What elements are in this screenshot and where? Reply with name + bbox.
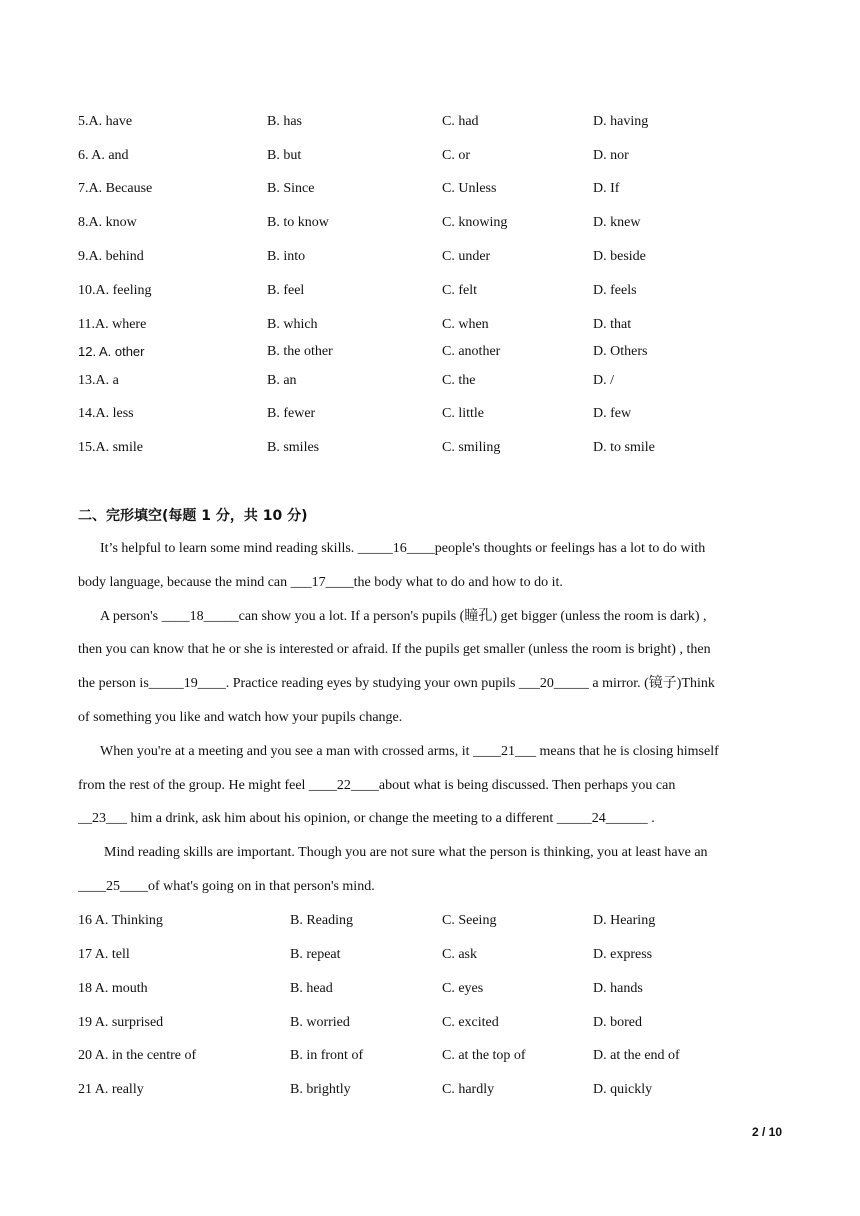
option-c: C. smiling <box>442 440 501 455</box>
option-b: B. repeat <box>290 947 341 962</box>
option-c: C. ask <box>442 947 477 962</box>
option-d: D. bored <box>593 1015 642 1030</box>
option-b: B. which <box>267 317 318 332</box>
option-a: 12. A. other <box>78 344 145 359</box>
option-c: C. eyes <box>442 981 484 996</box>
option-c: C. or <box>442 148 470 163</box>
option-a: 11.A. where <box>78 317 147 332</box>
option-b: B. into <box>267 249 306 264</box>
option-b: B. smiles <box>267 440 320 455</box>
passage-line: of something you like and watch how your pupils change. <box>78 709 403 725</box>
option-d: D. beside <box>593 249 646 264</box>
option-d: D. Hearing <box>593 913 656 928</box>
page-number: 2 / 10 <box>751 1125 782 1139</box>
option-a: 15.A. smile <box>78 440 143 455</box>
option-d: D. at the end of <box>593 1048 680 1063</box>
passage-line: When you're at a meeting and you see a man with crossed arms, it ____21___ means that he is closing himself <box>100 743 719 759</box>
passage-line: body language, because the mind can ___17____the body what to do and how to do it. <box>78 574 563 590</box>
option-b: B. the other <box>267 344 333 359</box>
option-d: D. express <box>593 947 653 962</box>
option-a: 6. A. and <box>78 148 129 163</box>
option-b: B. in front of <box>290 1048 364 1063</box>
option-d: D. few <box>593 406 632 421</box>
option-d: D. If <box>593 181 620 196</box>
option-c: C. excited <box>442 1015 499 1030</box>
option-d: D. nor <box>593 148 629 163</box>
option-c: C. had <box>442 114 479 129</box>
option-b: B. brightly <box>290 1082 351 1097</box>
option-b: B. has <box>267 114 302 129</box>
option-c: C. hardly <box>442 1082 495 1097</box>
option-c: C. felt <box>442 283 477 298</box>
option-b: B. Reading <box>290 913 353 928</box>
option-d: D. knew <box>593 215 641 230</box>
passage-line: ____25____of what's going on in that person's mind. <box>78 878 375 894</box>
cloze-passage <box>78 532 782 904</box>
option-a: 8.A. know <box>78 215 137 230</box>
option-c: C. the <box>442 373 476 388</box>
option-d: D. to smile <box>593 440 655 455</box>
option-a: 5.A. have <box>78 114 133 129</box>
option-d: D. that <box>593 317 632 332</box>
option-a: 21 A. really <box>78 1082 144 1097</box>
option-a: 16 A. Thinking <box>78 913 163 928</box>
option-c: C. Seeing <box>442 913 497 928</box>
option-a: 19 A. surprised <box>78 1015 164 1030</box>
option-c: C. at the top of <box>442 1048 526 1063</box>
option-a: 9.A. behind <box>78 249 144 264</box>
passage-line: A person's ____18_____can show you a lot. If a person's pupils (瞳孔) get bigger (unless the room is dark) , <box>100 608 707 624</box>
option-a: 17 A. tell <box>78 947 130 962</box>
option-d: D. feels <box>593 283 637 298</box>
option-a: 18 A. mouth <box>78 981 148 996</box>
option-b: B. an <box>267 373 297 388</box>
option-c: C. Unless <box>442 181 497 196</box>
passage-line: It’s helpful to learn some mind reading skills. _____16____people's thoughts or feelings has a lot to do with <box>100 541 706 556</box>
option-d: D. Others <box>593 344 648 359</box>
option-c: C. another <box>442 344 501 359</box>
option-d: D. having <box>593 114 649 129</box>
option-a: 20 A. in the centre of <box>78 1048 197 1063</box>
passage-line: __23___ him a drink, ask him about his opinion, or change the meeting to a different _____24______ . <box>78 811 655 827</box>
section-title: 二、完形填空(每题 1 分，共 10 分) <box>78 508 308 524</box>
option-b: B. but <box>267 148 302 163</box>
option-c: C. when <box>442 317 489 332</box>
option-c: C. under <box>442 249 491 264</box>
option-d: D. / <box>593 373 614 388</box>
option-c: C. knowing <box>442 215 508 230</box>
option-a: 10.A. feeling <box>78 283 152 298</box>
option-b: B. Since <box>267 181 315 196</box>
passage-line: the person is_____19____. Practice reading eyes by studying your own pupils ___20_____ a mirror. (镜子)Think <box>78 676 715 692</box>
option-d: D. hands <box>593 981 643 996</box>
option-b: B. worried <box>290 1015 350 1030</box>
passage-line: from the rest of the group. He might feel ____22____about what is being discussed. Then perhaps you can <box>78 777 676 793</box>
option-b: B. fewer <box>267 406 316 421</box>
option-a: 13.A. a <box>78 373 119 388</box>
option-b: B. feel <box>267 283 305 298</box>
option-c: C. little <box>442 406 484 421</box>
option-d: D. quickly <box>593 1082 653 1097</box>
passage-line: Mind reading skills are important. Though you are not sure what the person is thinking, you at least have an <box>104 845 708 861</box>
option-a: 14.A. less <box>78 406 134 421</box>
option-a: 7.A. Because <box>78 181 153 196</box>
option-b: B. head <box>290 981 333 996</box>
passage-line: then you can know that he or she is interested or afraid. If the pupils get smaller (unless the room is bright) , then <box>78 642 711 658</box>
option-b: B. to know <box>267 215 329 230</box>
